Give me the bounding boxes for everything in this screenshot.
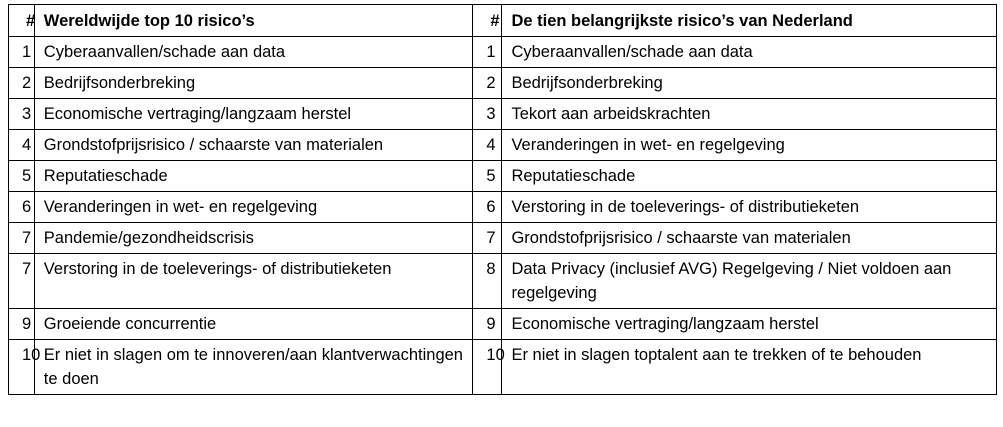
right-rank: 2 xyxy=(473,68,502,99)
table-row xyxy=(9,309,997,340)
left-rank: 6 xyxy=(9,192,35,223)
left-risk: Verstoring in de toeleverings- of distributieketen xyxy=(34,254,473,309)
table-header-row xyxy=(9,5,997,37)
right-risk: Grondstofprijsrisico / schaarste van materialen xyxy=(502,223,997,254)
right-rank: 10 xyxy=(473,340,502,395)
left-num-header: # xyxy=(9,5,35,37)
table-row xyxy=(9,68,997,99)
left-rank: 5 xyxy=(9,161,35,192)
right-risk: Er niet in slagen toptalent aan te trekken of te behouden xyxy=(502,340,997,395)
right-risk: Veranderingen in wet- en regelgeving xyxy=(502,130,997,161)
right-rank: 5 xyxy=(473,161,502,192)
left-risk: Pandemie/gezondheidscrisis xyxy=(34,223,473,254)
left-risk: Er niet in slagen om te innoveren/aan klantverwachtingen te doen xyxy=(34,340,473,395)
left-rank: 4 xyxy=(9,130,35,161)
table-row xyxy=(9,340,997,395)
right-risk: Verstoring in de toeleverings- of distributieketen xyxy=(502,192,997,223)
right-rank: 7 xyxy=(473,223,502,254)
left-risk: Cyberaanvallen/schade aan data xyxy=(34,37,473,68)
left-risk: Grondstofprijsrisico / schaarste van materialen xyxy=(34,130,473,161)
left-risk: Bedrijfsonderbreking xyxy=(34,68,473,99)
left-rank: 10 xyxy=(9,340,35,395)
right-risk: Data Privacy (inclusief AVG) Regelgeving / Niet voldoen aan regelgeving xyxy=(502,254,997,309)
left-risk: Reputatieschade xyxy=(34,161,473,192)
right-rank: 9 xyxy=(473,309,502,340)
right-rank: 6 xyxy=(473,192,502,223)
left-rank: 1 xyxy=(9,37,35,68)
right-title-header: De tien belangrijkste risico’s van Nederland xyxy=(502,5,997,37)
left-title-header: Wereldwijde top 10 risico’s xyxy=(34,5,473,37)
left-risk: Economische vertraging/langzaam herstel xyxy=(34,99,473,130)
table-row xyxy=(9,37,997,68)
table-row xyxy=(9,223,997,254)
table-row xyxy=(9,99,997,130)
right-risk: Bedrijfsonderbreking xyxy=(502,68,997,99)
table-row xyxy=(9,192,997,223)
left-rank: 7 xyxy=(9,223,35,254)
left-risk: Groeiende concurrentie xyxy=(34,309,473,340)
left-risk: Veranderingen in wet- en regelgeving xyxy=(34,192,473,223)
left-rank: 7 xyxy=(9,254,35,309)
table-row xyxy=(9,130,997,161)
left-rank: 9 xyxy=(9,309,35,340)
right-rank: 8 xyxy=(473,254,502,309)
left-rank: 2 xyxy=(9,68,35,99)
left-rank: 3 xyxy=(9,99,35,130)
right-rank: 1 xyxy=(473,37,502,68)
right-risk: Cyberaanvallen/schade aan data xyxy=(502,37,997,68)
risk-comparison-table xyxy=(8,4,997,395)
right-risk: Tekort aan arbeidskrachten xyxy=(502,99,997,130)
table-row xyxy=(9,161,997,192)
right-rank: 4 xyxy=(473,130,502,161)
right-rank: 3 xyxy=(473,99,502,130)
right-risk: Reputatieschade xyxy=(502,161,997,192)
table-row xyxy=(9,254,997,309)
right-risk: Economische vertraging/langzaam herstel xyxy=(502,309,997,340)
right-num-header: # xyxy=(473,5,502,37)
